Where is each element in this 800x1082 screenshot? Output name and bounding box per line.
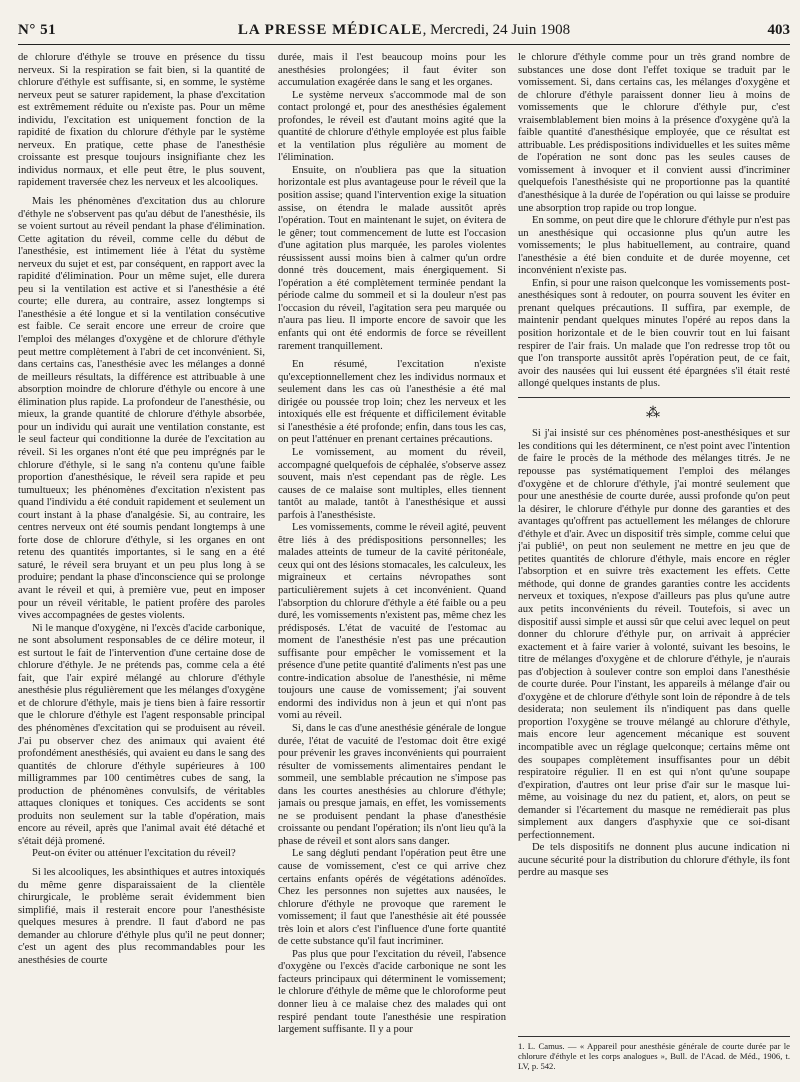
paragraph: Si les alcooliques, les absinthiques et autres intoxiqués du même genre disparaissaient de la clientèle chirurgicale, le problème serait évidemment bien simplifié, mais il resterait encore pour l'anesthésiste quelques mesures à prendre. Il faut d'abord ne pas demander au chlorure d'éthyle plus qu'il ne peut donner; c'est un agent des plus recommandables pour les anesthésies de courte	[18, 867, 265, 966]
paragraph: Les vomissements, comme le réveil agité, peuvent être liés à des prédispositions personnelles; les malades atteints de tumeur de la cavité péritonéale, ceux qui ont des lésions stomacales, les calculeux, les migraineux et certains névropathes sont particulièrement sujets à cet inconvénient. Quand l'absorption du chlorure d'éthyle a été faible ou a peu duré, les vomissements n'existent pas, même chez les prédisposés. L'état de vacuité de l'estomac au moment de l'anesthésie n'est pas une précaution suffisante pour empêcher le vomissement et la présence d'une petite quantité d'aliments n'est pas une contre-indication absolue de l'anesthésie, ni même toujours une cause de vomissement; j'ai souvent endormi des individus non à jeun et qui n'ont pas vomi au réveil.	[278, 522, 506, 722]
paragraph: Le vomissement, au moment du réveil, accompagné quelquefois de céphalée, s'observe assez souvent, mais n'est cependant pas de règle. Les causes de ce malaise sont multiples, elles tiennent tantôt au malade, tantôt à l'anesthésique et aussi parfois à l'anesthésiste.	[278, 446, 506, 521]
masthead	[18, 22, 790, 39]
paragraph: En résumé, l'excitation n'existe qu'exceptionnellement chez les individus normaux et seulement dans les cas où l'anesthésie a été mal dirigée ou poussée trop loin; chez les nerveux et les intoxiqués elle est fréquente et difficilement évitable si l'anesthésie a été profonde; enfin, dans tous les cas, on peut l'atténuer en prenant certaines précautions.	[278, 359, 506, 446]
page-number: 403	[767, 22, 790, 38]
text-column-left	[18, 52, 265, 1062]
page-header	[18, 22, 790, 45]
footnote: 1. L. Camus. — « Appareil pour anesthésie générale de courte durée par le chlorure d'éthyle et les corps analogues », Bull. de l'Acad. de Méd., 1906, t. LV, p. 542.	[518, 1036, 790, 1071]
section-rule	[518, 397, 790, 398]
paragraph: Le sang dégluti pendant l'opération peut être une cause de vomissement, c'est ce qui arrive chez certains enfants opérés de végétations adénoïdes. Chez les personnes non sujettes aux nausées, le chlorure d'éthyle ne provoque que rarement le vomissement; il faut que l'anesthésie ait été poussée très loin et alors c'est l'influence d'une forte quantité de cette substance qu'il faut incriminer.	[278, 848, 506, 948]
paragraph: De tels dispositifs ne donnent plus aucune indication ni aucune sécurité pour la distribution du chlorure d'éthyle, ils font perdre au masque ses	[518, 842, 790, 879]
paragraph: Si, dans le cas d'une anesthésie générale de longue durée, l'état de vacuité de l'estomac doit être exigé pour prévenir les graves inconvénients qui pourraient résulter de vomissements alimentaires pendant le sommeil, une semblable précaution ne s'impose pas dans les courtes anesthésies au chlorure d'éthyle; jamais ou presque jamais, en effet, les vomissements ne se produisent pendant la phase d'anesthésie croissante ou pendant l'opération; ils n'ont lieu qu'à la phase de réveil et sont alors sans danger.	[278, 722, 506, 847]
issue-number: N° 51	[18, 22, 57, 38]
text-column-middle	[278, 52, 506, 1062]
paragraph: le chlorure d'éthyle comme pour un très grand nombre de substances une dose dont l'effet toxique se traduit par le vomissement. Si, dans certains cas, les mélanges d'oxygène et de chlorure d'éthyle paraissent donner lieu à moins de vomissements que le chlorure d'éthyle pur, c'est vraisemblablement bien moins à la présence d'oxygène qu'à la faible quantité d'anesthésique employée, que ce résultat est attribuable. Les prédispositions individuelles et les suites même de l'opération ne sont donc pas les seules causes de vomissement à invoquer et il convient aussi d'incriminer quelquefois l'anesthésiste qui ne proportionne pas la quantité d'anesthésique à la durée de l'opération ou qui laisse se produire une absorption trop rapide ou trop longue.	[518, 52, 790, 214]
paragraph: Le système nerveux s'accommode mal de son contact prolongé et, pour des anesthésies également profondes, le réveil est d'autant moins agité que la quantité de chlorure d'éthyle employée est plus faible et la ventilation plus régulière au moment de l'élimination.	[278, 89, 506, 164]
paragraph: Pas plus que pour l'excitation du réveil, l'absence d'oxygène ou l'excès d'acide carbonique ne sont les facteurs principaux qui déterminent le vomissement; le chlorure d'éthyle de même que le chloroforme peut donner lieu à ce malaise chez des malades qui ont respiré pendant toute l'anesthésie une respiration largement suffisante. Il y a pour	[278, 948, 506, 1036]
issue-date: , Mercredi, 24 Juin 1908	[422, 22, 571, 38]
paragraph: En somme, on peut dire que le chlorure d'éthyle pur n'est pas un anesthésique qui occasionne plus qu'un autre les vomissements; le plus habituellement, au contraire, quand l'anesthésie a été bien conduite et de durée moyenne, cet inconvénient n'existe pas.	[518, 215, 790, 277]
asterism-separator: ⁂	[646, 405, 662, 421]
paragraph: de chlorure d'éthyle se trouve en présence du tissu nerveux. Si la respiration se fait bien, si la quantité de chlorure d'éthyle est suffisante, si, en somme, le système nerveux peut se saturer rapidement, la phase d'excitation est extrêmement réduite ou n'existe pas. Pour un même individu, l'excitation est uniquement fonction de la rapidité de fixation du chlorure d'éthyle par le système nerveux. En pratique, cette phase de l'anesthésie croissante est presque toujours insignifiante chez les individus normaux, et elle peut être, le plus souvent, rapidement traversée chez les nerveux et les alcooliques.	[18, 52, 265, 189]
text-column-right	[518, 52, 790, 1062]
paragraph: Peut-on éviter ou atténuer l'excitation du réveil?	[32, 848, 236, 860]
paragraph: Ni le manque d'oxygène, ni l'excès d'acide carbonique, ne sont absolument responsables de ce délire moteur, il est surtout le fait de l'intervention d'une certaine dose de chlorure d'éthyle. Je ne prétends pas, comme cela a été fait, que l'air expiré mélangé au chlorure d'éthyle anesthésie plus régulièrement que les mélanges d'oxygène et de chlorure d'éthyle, mais je tiens bien à faire ressortir que le chlorure d'éthyle est l'agent responsable principal des phénomènes d'excitation qui se produisent au réveil. J'ai pu observer chez des animaux qui avaient été profondément anesthésiés, qui avaient eu dans le sang des quantités de chlorure d'éthyle supérieures à 100 milligrammes par 100 centimètres cubes de sang, la production de phénomènes convulsifs, de véritables attaques cloniques et toniques. Ces accidents se sont produits non seulement sur la table d'opération, mais encore au réveil, après que l'animal avait été détaché et s'était déjà promené.	[18, 622, 265, 847]
paragraph: Enfin, si pour une raison quelconque les vomissements post-anesthésiques sont à redouter, on pourra souvent les éviter en prenant quelques précautions. Il suffira, par exemple, de maintenir pendant quelques minutes l'opéré au repos dans la position horizontale et de le bien couvrir tout en lui faisant respirer de l'air frais. Un malade que l'on redresse trop tôt ou que l'on transporte aussitôt après l'opération peut, de ce fait, avoir des nausées qui lui eussent été épargnées s'il était resté allongé quelques instants de plus.	[518, 277, 790, 390]
paragraph: Si j'ai insisté sur ces phénomènes post-anesthésiques et sur les conditions qui les déterminent, ce n'est point avec l'intention de faire le procès de la méthode des mélanges titrés. Je ne repousse pas systématiquement l'emploi des mélanges d'oxygène et de chlorure d'éthyle, j'ai montré seulement que pour une anesthésie de courte durée, aussi profonde qu'on peut la désirer, le chlorure d'éthyle pur donne des garanties et des avantages qu'offrent pas actuellement les mélanges de chlorure d'éthyle et d'air. Avec un dispositif très simple, comme celui que j'ai publié¹, on peut non seulement ne mettre en jeu que de petites quantités de chlorure d'éthyle, mais encore en régler l'absorption et en suivre très exactement les effets. Cette méthode, qui donne de grandes garanties contre les accidents nerveux et toxiques, n'expose d'ailleurs pas plus qu'une autre aux petits inconvénients du réveil. Toutefois, si avec un dispositif aussi simple et aussi sûr que celui avec lequel on peut donner du chlorure d'éthyle pur, on arrivait à apprécier exactement et à faire varier à volonté, suivant les besoins, le titre de mélanges d'oxygène et de chlorure d'éthyle, je n'aurais pas d'objection à soulever contre son emploi dans l'anesthésie de courte durée. Pour l'instant, les appareils à mélange d'air ou d'oxygène et de chlorure d'éthyle sont loin de répondre à de tels desiderata; non seulement ils n'indiquent pas dans quelle proportion l'oxygène se trouve mélangé au chlorure d'éthyle, mais encore leur agencement mécanique est souvent incompatible avec un réglage quelconque; certains même ont des soupapes complètement insuffisantes pour un débit respiratoire régulier. Il en est qui n'ont qu'une soupape d'expiration, d'autres ont leur prise d'air sur le masque lui-même, au voisinage du nez du patient, et, alors, on peut se demander si l'écartement du masque ne remédierait pas plus simplement aux dangers d'asphyxie que ce soi-disant perfectionnement.	[518, 428, 790, 841]
journal-title: LA PRESSE MÉDICALE	[237, 22, 423, 38]
paragraph: Ensuite, on n'oubliera pas que la situation horizontale est plus avantageuse pour le réveil que la position assise; quand l'intervention exige la situation assise, on étendra le malade aussitôt après l'opération. Tout en maintenant le sujet, on évitera de le gêner; tout commencement de lutte est l'occasion d'une agitation plus marquée, les paroles violentes réussissent aussi moins bien à calmer qu'un ordre donné très doucement, mais énergiquement. Si l'opération a été complètement terminée pendant la période calme du sommeil et si la douleur n'est pas l'occasion du réveil, l'agitation sera peu marquée ou n'aura pas lieu. Il importe encore de savoir que les enfants qui ont été endormis de force se réveillent rarement tranquillement.	[278, 164, 506, 352]
paragraph: Mais les phénomènes d'excitation dus au chlorure d'éthyle ne s'observent pas qu'au début de l'anesthésie, ils se voient surtout au réveil pendant la phase d'élimination. Cette agitation du réveil, comme celle du début de l'anesthésie, est intimement liée à l'état du système nerveux du sujet et est, par conséquent, en rapport avec la rapidité d'élimination. Pour un même sujet, elle durera peu si la ventilation est active et si l'anesthésie a été courte; elle durera, au contraire, assez longtemps si l'anesthésie a été longue et si la ventilation consécutive est faible. Ce serait encore une erreur de croire que l'emploi des mélanges d'oxygène et de chlorure d'éthyle peut mettre complètement à l'abri de cet inconvénient. Si, dans certains cas, l'anesthésie avec les mélanges a donné de meilleurs résultats, la différence est attribuable à une absorption moindre de chlorure d'éthyle ou encore à une élimination plus rapide. La profondeur de l'anesthésie, ou mieux, la grande quantité de chlorure d'éthyle absorbée, pour un individu qui aurait une ventilation constante, est le seul facteur qui conditionne la durée de l'excitation au réveil. Si les organes n'ont été que peu imprégnés par le chlorure d'éthyle, si le sang n'a contenu qu'une faible proportion d'anesthésique, le réveil sera rapide et peu tumultueux; les phénomènes d'excitation n'existent pas quand l'individu a été conduit rapidement et seulement un court instant à la phase d'analgésie. Si, au contraire, les centres nerveux ont été soumis pendant longtemps à une forte dose de chlorure d'éthyle, si les organes en ont retenu des quantités importantes, si le sang en a été saturé, le réveil sera bruyant et un peu plus long à se produire; pendant la phase d'inconscience qui se prolonge avant le réveil et qui, à première vue, peut en imposer pour un réveil véritable, le patient profère des paroles vives accompagnées de gestes violents.	[18, 196, 265, 622]
paragraph: durée, mais il l'est beaucoup moins pour les anesthésies prolongées; il faut éviter son accumulation exagérée dans le sang et les organes.	[278, 52, 506, 89]
